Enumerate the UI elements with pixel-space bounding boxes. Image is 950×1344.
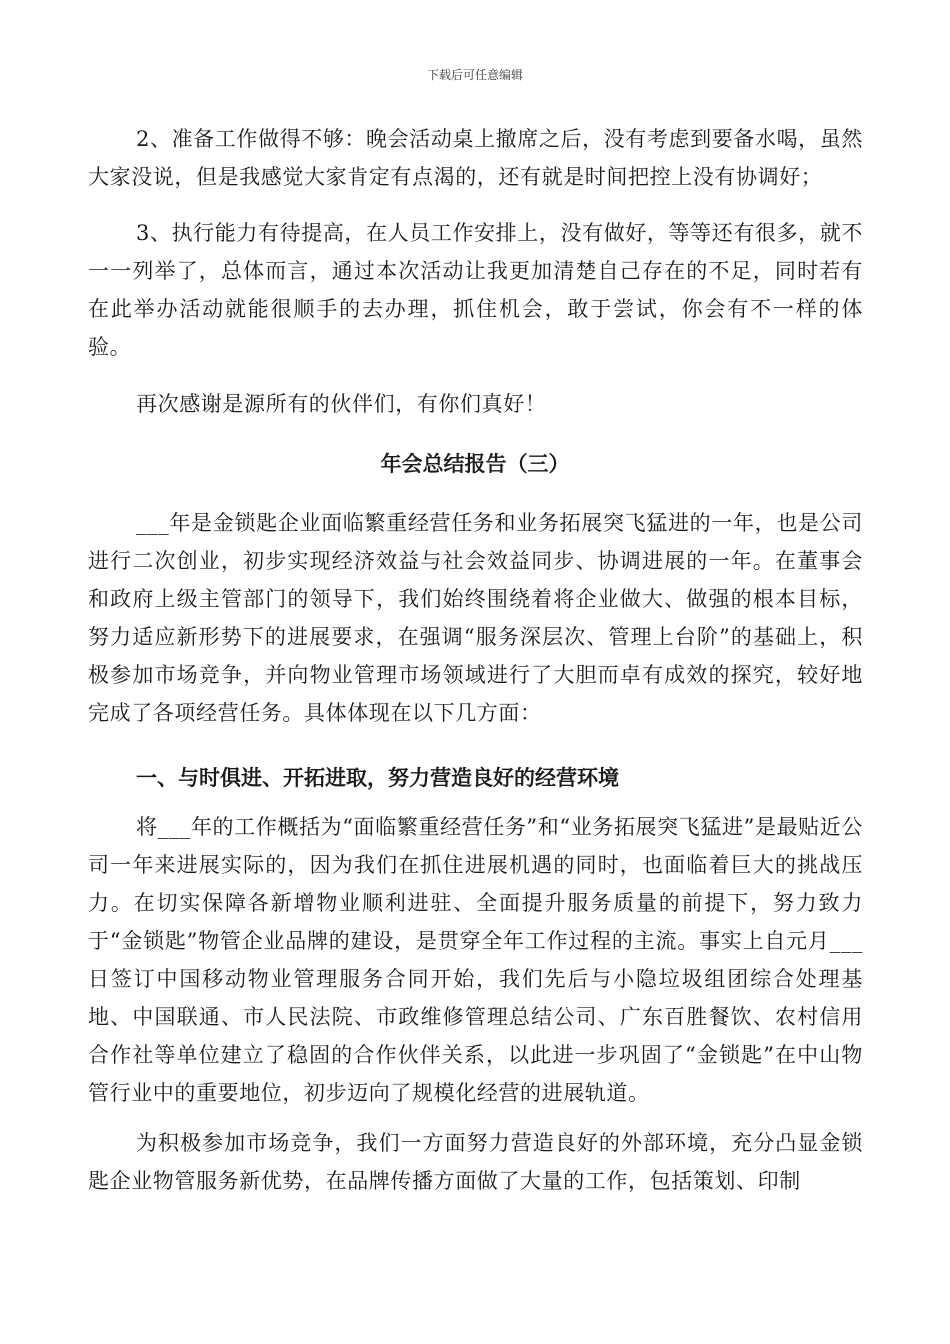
paragraph-intro: ___年是金锁匙企业面临繁重经营任务和业务拓展突飞猛进的一年，也是公司进行二次创业，初步实现经济效益与社会效益同步、协调进展的一年。在董事会和政府上级主管部门的领导下，我们始终围绕着将企业做大、做强的根本目标，努力适应新形势下的进展要求，在强调“服务深层次、管理上台阶”的基础上，积极参加市场竞争，并向物业管理市场领域进行了大胆而卓有成效的探究，较好地完成了各项经营任务。具体体现在以下几方面：: [88, 511, 863, 725]
report-title: 年会总结报告（三）: [380, 452, 570, 476]
paragraph-section-1: 将___年的工作概括为“面临繁重经营任务”和“业务拓展突飞猛进”是最贴近公司一年来进展实际的，因为我们在抓住进展机遇的同时，也面临着巨大的挑战压力。在切实保障各新增物业顺利进驻、全面提升服务质量的前提下，努力致力于“金锁匙”物管企业品牌的建设，是贯穿全年工作过程的主流。事实上自元月___日签订中国移动物业管理服务合同开始，我们先后与小隐垃圾组团综合处理基地、中国联通、市人民法院、市政维修管理总结公司、广东百胜餐饮、农村信用合作社等单位建立了稳固的合作伙伴关系，以此进一步巩固了“金锁匙”在中山物管行业中的重要地位，初步迈向了规模化经营的进展轨道。: [88, 815, 863, 1105]
paragraph-thanks: 再次感谢是源所有的伙伴们，有你们真好！: [136, 392, 547, 416]
paragraph-section-2: 为积极参加市场竞争，我们一方面努力营造良好的外部环境，充分凸显金锁匙企业物管服务新优势，在品牌传播方面做了大量的工作，包括策划、印制: [88, 1131, 863, 1193]
page-header: 下载后可任意编辑: [426, 68, 523, 82]
paragraph-item-2: 2、准备工作做得不够：晚会活动桌上撤席之后，没有考虑到要备水喝，虽然大家没说，但是我感觉大家肯定有点渴的，还有就是时间把控上没有协调好；: [88, 127, 863, 189]
section-heading: 一、与时俱进、开拓进取，努力营造良好的经营环境: [136, 766, 619, 790]
paragraph-item-3: 3、执行能力有待提高，在人员工作安排上，没有做好，等等还有很多，就不一一列举了，总体而言，通过本次活动让我更加清楚自己存在的不足，同时若有在此举办活动就能很顺手的去办理，抓住机会，敢于尝试，你会有不一样的体验。: [88, 221, 863, 359]
